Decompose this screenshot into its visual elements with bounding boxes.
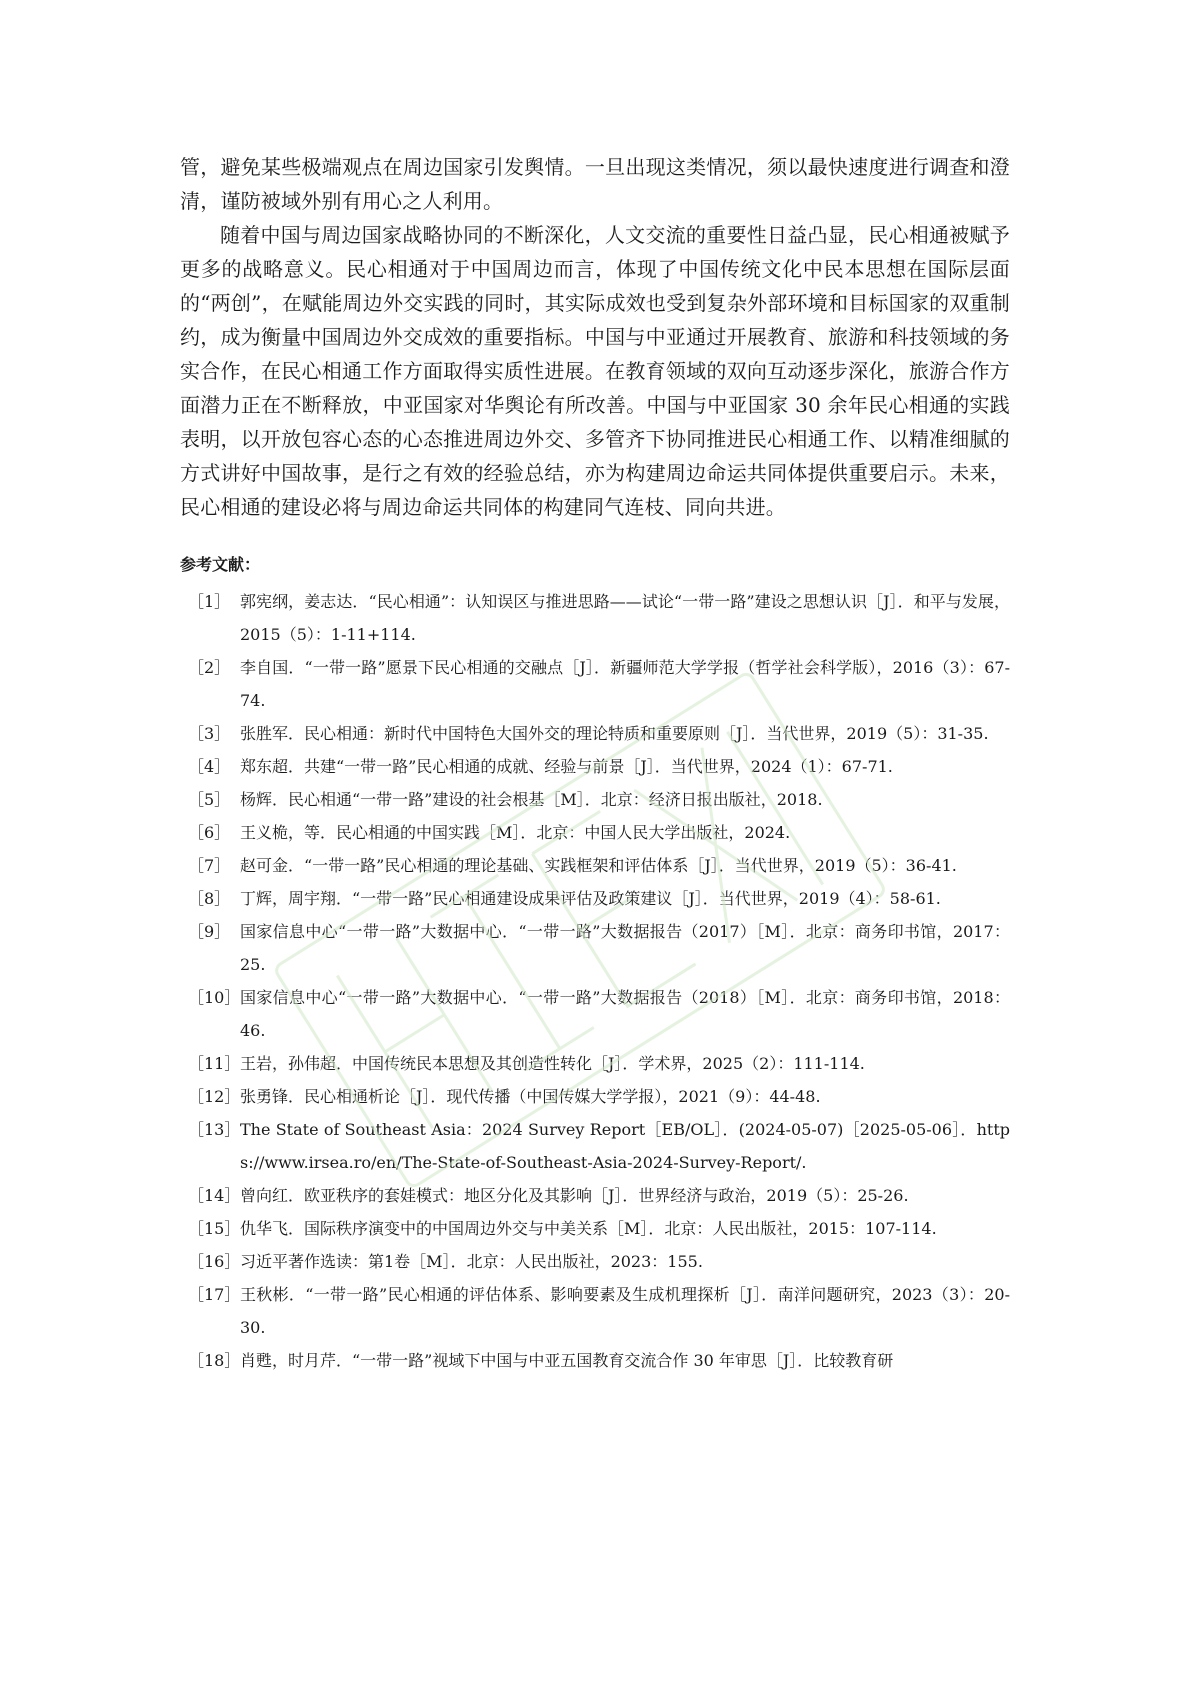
reference-text: 赵可金．“一带一路”民心相通的理论基础、实践框架和评估体系［J］．当代世界，2019（5）：36-41. <box>240 856 957 875</box>
reference-text: 国家信息中心“一带一路”大数据中心．“一带一路”大数据报告（2017）［M］．北京：商务印书馆，2017：25. <box>240 922 1010 974</box>
reference-text: 王岩，孙伟超．中国传统民本思想及其创造性转化［J］．学术界，2025（2）：111-114. <box>240 1054 865 1073</box>
reference-item <box>180 981 1010 1047</box>
reference-item <box>180 915 1010 981</box>
reference-text: 国家信息中心“一带一路”大数据中心．“一带一路”大数据报告（2018）［M］．北京：商务印书馆，2018：46. <box>240 988 1010 1040</box>
reference-text: 张胜军．民心相通：新时代中国特色大国外交的理论特质和重要原则［J］．当代世界，2019（5）：31-35. <box>240 724 989 743</box>
reference-item <box>180 849 1010 882</box>
body-paragraph-1: 管，避免某些极端观点在周边国家引发舆情。一旦出现这类情况，须以最快速度进行调查和澄清，谨防被域外别有用心之人利用。 <box>180 155 1010 213</box>
reference-text: 王义桅，等．民心相通的中国实践［M］．北京：中国人民大学出版社，2024. <box>240 823 791 842</box>
reference-text: 杨辉．民心相通“一带一路”建设的社会根基［M］．北京：经济日报出版社，2018. <box>240 790 823 809</box>
reference-number: ［8］ <box>188 889 231 908</box>
reference-number: ［1］ <box>188 592 231 611</box>
reference-number: ［4］ <box>188 757 231 776</box>
reference-text: 曾向红．欧亚秩序的套娃模式：地区分化及其影响［J］．世界经济与政治，2019（5）：25-26. <box>240 1186 909 1205</box>
reference-number: ［16］ <box>188 1252 241 1271</box>
reference-text: 丁辉，周宇翔．“一带一路”民心相通建设成果评估及政策建议［J］．当代世界，2019（4）：58-61. <box>240 889 941 908</box>
reference-number: ［2］ <box>188 658 231 677</box>
reference-number: ［11］ <box>188 1054 241 1073</box>
reference-text: 郭宪纲，姜志达．“民心相通”：认知误区与推进思路——试论“一带一路”建设之思想认识［J］．和平与发展，2015（5）：1-11+114. <box>240 592 1010 644</box>
reference-text: 肖甦，时月芹．“一带一路”视域下中国与中亚五国教育交流合作 30 年审思［J］．比较教育研 <box>240 1351 894 1370</box>
reference-number: ［18］ <box>188 1351 241 1370</box>
reference-number: ［6］ <box>188 823 231 842</box>
document-page <box>180 150 1010 1377</box>
reference-item <box>180 585 1010 651</box>
reference-number: ［15］ <box>188 1219 241 1238</box>
reference-item <box>180 1212 1010 1245</box>
reference-text: 仇华飞．国际秩序演变中的中国周边外交与中美关系［M］．北京：人民出版社，2015：107-114. <box>240 1219 937 1238</box>
reference-number: ［12］ <box>188 1087 241 1106</box>
reference-item <box>180 717 1010 750</box>
body-paragraph-2: 随着中国与周边国家战略协同的不断深化，人文交流的重要性日益凸显，民心相通被赋予更多的战略意义。民心相通对于中国周边而言，体现了中国传统文化中民本思想在国际层面的“两创”，在赋能周边外交实践的同时，其实际成效也受到复杂外部环境和目标国家的双重制约，成为衡量中国周边外交成效的重要指标。中国与中亚通过开展教育、旅游和科技领域的务实合作，在民心相通工作方面取得实质性进展。在教育领域的双向互动逐步深化，旅游合作方面潜力正在不断释放，中亚国家对华舆论有所改善。中国与中亚国家 30 余年民心相通的实践表明，以开放包容心态的心态推进周边外交、多管齐下协同推进民心相通工作、以精准细腻的方式讲好中国故事，是行之有效的经验总结，亦为构建周边命运共同体提供重要启示。未来，民心相通的建设必将与周边命运共同体的构建同气连枝、同向共进。 <box>180 223 1010 519</box>
reference-item <box>180 651 1010 717</box>
reference-number: ［14］ <box>188 1186 241 1205</box>
reference-text: 习近平著作选读：第1卷［M］．北京：人民出版社，2023：155. <box>240 1252 703 1271</box>
reference-number: ［10］ <box>188 988 241 1007</box>
reference-number: ［17］ <box>188 1285 241 1304</box>
reference-item <box>180 816 1010 849</box>
reference-item <box>180 1344 1010 1377</box>
reference-number: ［9］ <box>188 922 231 941</box>
reference-item <box>180 1245 1010 1278</box>
reference-item <box>180 1179 1010 1212</box>
references-heading: 参考文献： <box>180 555 261 574</box>
reference-text: 张勇锋．民心相通析论［J］．现代传播（中国传媒大学学报），2021（9）：44-48. <box>240 1087 821 1106</box>
reference-number: ［3］ <box>188 724 231 743</box>
reference-item <box>180 1278 1010 1344</box>
reference-text: 王秋彬．“一带一路”民心相通的评估体系、影响要素及生成机理探析［J］．南洋问题研究，2023（3）：20-30. <box>240 1285 1010 1337</box>
reference-item <box>180 750 1010 783</box>
reference-item <box>180 1113 1010 1179</box>
reference-item <box>180 783 1010 816</box>
reference-item <box>180 1080 1010 1113</box>
reference-text: 郑东超．共建“一带一路”民心相通的成就、经验与前景［J］．当代世界，2024（1）：67-71. <box>240 757 893 776</box>
reference-number: ［5］ <box>188 790 231 809</box>
reference-number: ［13］ <box>188 1120 241 1139</box>
reference-number: ［7］ <box>188 856 231 875</box>
reference-text: 李自国．“一带一路”愿景下民心相通的交融点［J］．新疆师范大学学报（哲学社会科学版），2016（3）：67-74. <box>240 658 1010 710</box>
reference-list <box>180 585 1010 1377</box>
reference-item <box>180 882 1010 915</box>
reference-item <box>180 1047 1010 1080</box>
reference-text: The State of Southeast Asia：2024 Survey Report［EB/OL］．(2024-05-07)［2025-05-06］．https://www.irsea.ro/en/The-State-of-Southeast-Asia-2024-Survey-Report/. <box>240 1120 1010 1172</box>
